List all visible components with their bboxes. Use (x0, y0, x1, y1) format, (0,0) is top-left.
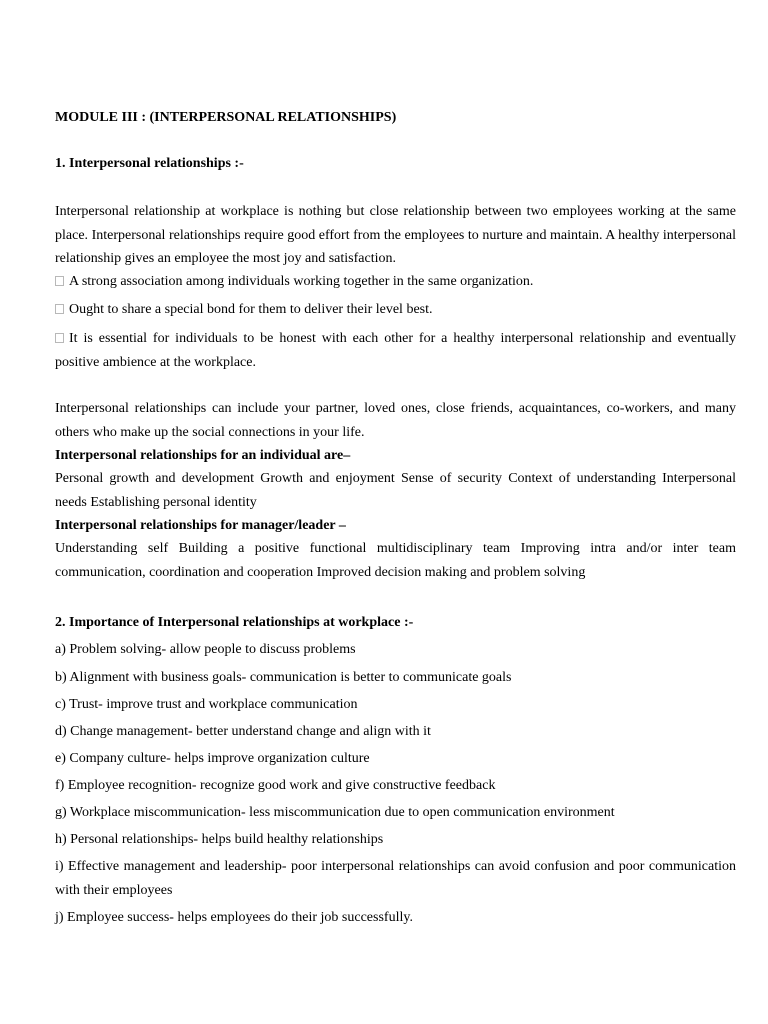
individual-heading: Interpersonal relationships for an individual are– (55, 448, 351, 463)
relationships-paragraph: Interpersonal relationships can include your partner, loved ones, close friends, acquaintances, co-workers, and many others who make up the social connections in your life. (55, 401, 736, 440)
list-item: e) Company culture- helps improve organization culture (55, 751, 370, 766)
list-item: h) Personal relationships- helps build healthy relationships (55, 832, 384, 847)
bullet-item (55, 298, 736, 322)
bullet-text: A strong association among individuals working together in the same organization. (69, 274, 534, 289)
bullet-item (55, 327, 736, 374)
list-item: d) Change management- better understand change and align with it (55, 724, 431, 739)
bullet-icon (55, 276, 64, 286)
manager-heading: Interpersonal relationships for manager/leader – (55, 518, 346, 533)
list-item: g) Workplace miscommunication- less miscommunication due to open communication environment (55, 805, 615, 820)
list-item: j) Employee success- helps employees do their job successfully. (55, 910, 413, 925)
module-title: MODULE III : (INTERPERSONAL RELATIONSHIPS) (55, 110, 397, 125)
section-1-heading: 1. Interpersonal relationships :- (55, 156, 244, 171)
list-item: a) Problem solving- allow people to discuss problems (55, 642, 356, 657)
bullet-icon (55, 304, 64, 314)
bullet-text: Ought to share a special bond for them to deliver their level best. (69, 302, 433, 317)
section-2-heading: 2. Importance of Interpersonal relationships at workplace :- (55, 615, 414, 630)
bullet-icon (55, 333, 64, 343)
list-item: b) Alignment with business goals- communication is better to communicate goals (55, 670, 512, 685)
list-item: i) Effective management and leadership- poor interpersonal relationships can avoid confusion and poor communication with their employees (55, 859, 736, 898)
manager-text: Understanding self Building a positive functional multidisciplinary team Improving intra and/or inter team communication, coordination and cooperation Improved decision making and problem solving (55, 541, 736, 580)
section-1-intro: Interpersonal relationship at workplace is nothing but close relationship between two employees working at the same place. Interpersonal relationships require good effort from the employees to nurture and maintain. A healthy interpersonal relationship gives an employee the most joy and satisfaction. (55, 204, 736, 266)
list-item: f) Employee recognition- recognize good work and give constructive feedback (55, 778, 496, 793)
list-item: c) Trust- improve trust and workplace communication (55, 697, 358, 712)
individual-text: Personal growth and development Growth and enjoyment Sense of security Context of understanding Interpersonal needs Establishing personal identity (55, 471, 736, 510)
bullet-text: It is essential for individuals to be honest with each other for a healthy interpersonal relationship and eventually positive ambience at the workplace. (55, 331, 736, 370)
bullet-item (55, 270, 736, 294)
